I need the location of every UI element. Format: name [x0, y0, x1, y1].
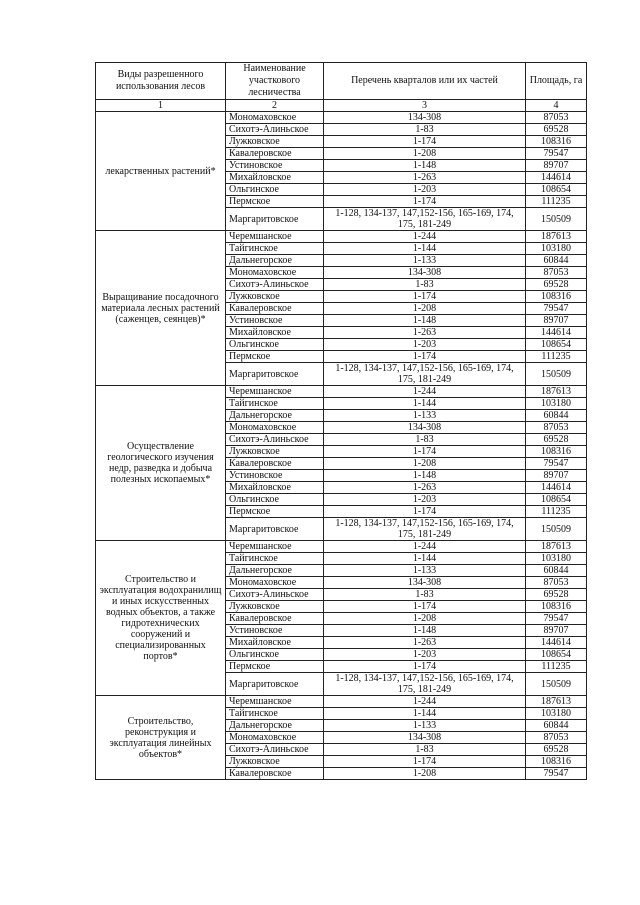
forestry-name-cell: Ольгинское: [226, 184, 324, 196]
quarters-cell: 1-144: [324, 398, 526, 410]
area-cell: 111235: [526, 506, 587, 518]
forestry-name-cell: Кавалеровское: [226, 768, 324, 780]
quarters-cell: 1-208: [324, 303, 526, 315]
quarters-cell: 1-174: [324, 756, 526, 768]
quarters-cell: 134-308: [324, 732, 526, 744]
quarters-cell: 1-244: [324, 231, 526, 243]
quarters-cell: 1-174: [324, 601, 526, 613]
quarters-cell: 1-174: [324, 291, 526, 303]
forestry-name-cell: Черемшанское: [226, 696, 324, 708]
area-cell: 89707: [526, 315, 587, 327]
area-cell: 108654: [526, 494, 587, 506]
quarters-cell: 1-203: [324, 494, 526, 506]
quarters-cell: 1-144: [324, 708, 526, 720]
area-cell: 79547: [526, 458, 587, 470]
quarters-cell: 1-128, 134-137, 147,152-156, 165-169, 174, 175, 181-249: [324, 208, 526, 231]
quarters-cell: 1-83: [324, 279, 526, 291]
area-cell: 60844: [526, 565, 587, 577]
quarters-cell: 1-148: [324, 470, 526, 482]
area-cell: 103180: [526, 398, 587, 410]
area-cell: 187613: [526, 541, 587, 553]
forestry-name-cell: Сихотэ-Алиньское: [226, 124, 324, 136]
forestry-name-cell: Мономаховское: [226, 267, 324, 279]
table-row: [96, 541, 587, 553]
quarters-cell: 1-203: [324, 184, 526, 196]
forestry-name-cell: Кавалеровское: [226, 303, 324, 315]
table-row: [96, 696, 587, 708]
area-cell: 108654: [526, 339, 587, 351]
forestry-name-cell: Лужковское: [226, 601, 324, 613]
forestry-name-cell: Пермское: [226, 351, 324, 363]
forestry-name-cell: Кавалеровское: [226, 458, 324, 470]
forestry-name-cell: Тайгинское: [226, 553, 324, 565]
column-number: 4: [526, 100, 587, 112]
forestry-name-cell: Дальнегорское: [226, 720, 324, 732]
area-cell: 187613: [526, 231, 587, 243]
area-cell: 144614: [526, 327, 587, 339]
forestry-name-cell: Михайловское: [226, 482, 324, 494]
quarters-cell: 1-174: [324, 661, 526, 673]
forestry-name-cell: Лужковское: [226, 446, 324, 458]
quarters-cell: 1-244: [324, 386, 526, 398]
area-cell: 111235: [526, 351, 587, 363]
forestry-name-cell: Ольгинское: [226, 339, 324, 351]
area-cell: 79547: [526, 613, 587, 625]
forestry-name-cell: Маргаритовское: [226, 208, 324, 231]
quarters-cell: 1-263: [324, 637, 526, 649]
forestry-name-cell: Михайловское: [226, 637, 324, 649]
forestry-name-cell: Дальнегорское: [226, 410, 324, 422]
area-cell: 69528: [526, 434, 587, 446]
forestry-name-cell: Тайгинское: [226, 708, 324, 720]
forestry-name-cell: Устиновское: [226, 315, 324, 327]
quarters-cell: 1-133: [324, 255, 526, 267]
area-cell: 87053: [526, 732, 587, 744]
forestry-name-cell: Черемшанское: [226, 541, 324, 553]
area-cell: 89707: [526, 625, 587, 637]
forestry-name-cell: Черемшанское: [226, 231, 324, 243]
table-body: [96, 112, 587, 780]
area-cell: 60844: [526, 720, 587, 732]
forest-use-table: [95, 62, 587, 780]
area-cell: 108316: [526, 446, 587, 458]
area-cell: 111235: [526, 196, 587, 208]
forestry-name-cell: Устиновское: [226, 625, 324, 637]
area-cell: 187613: [526, 386, 587, 398]
area-cell: 187613: [526, 696, 587, 708]
use-type-cell: лекарственных растений*: [96, 112, 226, 231]
quarters-cell: 1-174: [324, 196, 526, 208]
forestry-name-cell: Сихотэ-Алиньское: [226, 434, 324, 446]
quarters-cell: 1-148: [324, 160, 526, 172]
area-cell: 60844: [526, 255, 587, 267]
area-cell: 108654: [526, 184, 587, 196]
forestry-name-cell: Мономаховское: [226, 577, 324, 589]
column-number-row: [96, 100, 587, 112]
forestry-name-cell: Михайловское: [226, 172, 324, 184]
quarters-cell: 1-133: [324, 410, 526, 422]
header-use-type: Виды разрешенного использования лесов: [96, 63, 226, 100]
quarters-cell: 1-128, 134-137, 147,152-156, 165-169, 174, 175, 181-249: [324, 518, 526, 541]
forestry-name-cell: Ольгинское: [226, 494, 324, 506]
quarters-cell: 1-174: [324, 351, 526, 363]
area-cell: 69528: [526, 279, 587, 291]
forestry-name-cell: Лужковское: [226, 291, 324, 303]
quarters-cell: 1-208: [324, 148, 526, 160]
quarters-cell: 1-144: [324, 553, 526, 565]
area-cell: 111235: [526, 661, 587, 673]
area-cell: 69528: [526, 589, 587, 601]
area-cell: 103180: [526, 553, 587, 565]
column-number: 2: [226, 100, 324, 112]
forestry-name-cell: Кавалеровское: [226, 148, 324, 160]
area-cell: 150509: [526, 208, 587, 231]
quarters-cell: 1-203: [324, 649, 526, 661]
quarters-cell: 1-83: [324, 124, 526, 136]
quarters-cell: 1-133: [324, 565, 526, 577]
area-cell: 89707: [526, 160, 587, 172]
forestry-name-cell: Сихотэ-Алиньское: [226, 744, 324, 756]
quarters-cell: 1-83: [324, 434, 526, 446]
forestry-name-cell: Дальнегорское: [226, 565, 324, 577]
area-cell: 60844: [526, 410, 587, 422]
quarters-cell: 1-128, 134-137, 147,152-156, 165-169, 174, 175, 181-249: [324, 673, 526, 696]
area-cell: 103180: [526, 708, 587, 720]
quarters-cell: 1-83: [324, 589, 526, 601]
forestry-name-cell: Сихотэ-Алиньское: [226, 589, 324, 601]
area-cell: 87053: [526, 577, 587, 589]
forestry-name-cell: Маргаритовское: [226, 518, 324, 541]
area-cell: 89707: [526, 470, 587, 482]
quarters-cell: 1-208: [324, 613, 526, 625]
quarters-cell: 1-148: [324, 315, 526, 327]
forestry-name-cell: Тайгинское: [226, 398, 324, 410]
area-cell: 108654: [526, 649, 587, 661]
quarters-cell: 134-308: [324, 422, 526, 434]
quarters-cell: 134-308: [324, 112, 526, 124]
forestry-name-cell: Кавалеровское: [226, 613, 324, 625]
quarters-cell: 1-263: [324, 172, 526, 184]
forestry-name-cell: Тайгинское: [226, 243, 324, 255]
forestry-name-cell: Маргаритовское: [226, 673, 324, 696]
forestry-name-cell: Пермское: [226, 661, 324, 673]
forestry-name-cell: Лужковское: [226, 136, 324, 148]
quarters-cell: 1-128, 134-137, 147,152-156, 165-169, 174, 175, 181-249: [324, 363, 526, 386]
area-cell: 69528: [526, 744, 587, 756]
quarters-cell: 134-308: [324, 577, 526, 589]
forestry-name-cell: Маргаритовское: [226, 363, 324, 386]
table-row: [96, 231, 587, 243]
header-forestry-name: Наименование участкового лесничества: [226, 63, 324, 100]
quarters-cell: 1-208: [324, 458, 526, 470]
area-cell: 87053: [526, 112, 587, 124]
area-cell: 79547: [526, 148, 587, 160]
table-row: [96, 112, 587, 124]
area-cell: 150509: [526, 673, 587, 696]
forestry-name-cell: Мономаховское: [226, 422, 324, 434]
use-type-cell: Строительство и эксплуатация водохранилищ и иных искусственных водных объектов, а также гидротехнических сооружений и специализированных портов*: [96, 541, 226, 696]
area-cell: 103180: [526, 243, 587, 255]
use-type-cell: Осуществление геологического изучения недр, разведка и добыча полезных ископаемых*: [96, 386, 226, 541]
quarters-cell: 1-144: [324, 243, 526, 255]
area-cell: 108316: [526, 601, 587, 613]
area-cell: 79547: [526, 303, 587, 315]
forestry-name-cell: Черемшанское: [226, 386, 324, 398]
header-row: [96, 63, 587, 100]
quarters-cell: 1-148: [324, 625, 526, 637]
quarters-cell: 1-174: [324, 446, 526, 458]
quarters-cell: 1-263: [324, 482, 526, 494]
quarters-cell: 1-208: [324, 768, 526, 780]
forestry-name-cell: Лужковское: [226, 756, 324, 768]
forestry-name-cell: Михайловское: [226, 327, 324, 339]
table-row: [96, 386, 587, 398]
quarters-cell: 1-133: [324, 720, 526, 732]
area-cell: 144614: [526, 172, 587, 184]
area-cell: 150509: [526, 518, 587, 541]
use-type-cell: Выращивание посадочного материала лесных растений (саженцев, сеянцев)*: [96, 231, 226, 386]
quarters-cell: 134-308: [324, 267, 526, 279]
column-number: 3: [324, 100, 526, 112]
forestry-name-cell: Мономаховское: [226, 112, 324, 124]
area-cell: 79547: [526, 768, 587, 780]
quarters-cell: 1-174: [324, 506, 526, 518]
header-area: Площадь, га: [526, 63, 587, 100]
area-cell: 108316: [526, 291, 587, 303]
forestry-name-cell: Ольгинское: [226, 649, 324, 661]
area-cell: 108316: [526, 756, 587, 768]
column-number: 1: [96, 100, 226, 112]
area-cell: 150509: [526, 363, 587, 386]
use-type-cell: Строительство, реконструкция и эксплуатация линейных объектов*: [96, 696, 226, 780]
area-cell: 144614: [526, 637, 587, 649]
quarters-cell: 1-263: [324, 327, 526, 339]
quarters-cell: 1-174: [324, 136, 526, 148]
area-cell: 87053: [526, 267, 587, 279]
area-cell: 87053: [526, 422, 587, 434]
header-quarters-list: Перечень кварталов или их частей: [324, 63, 526, 100]
forestry-name-cell: Пермское: [226, 506, 324, 518]
quarters-cell: 1-83: [324, 744, 526, 756]
quarters-cell: 1-244: [324, 541, 526, 553]
forestry-name-cell: Сихотэ-Алиньское: [226, 279, 324, 291]
area-cell: 69528: [526, 124, 587, 136]
forestry-name-cell: Устиновское: [226, 160, 324, 172]
forestry-name-cell: Пермское: [226, 196, 324, 208]
forestry-name-cell: Дальнегорское: [226, 255, 324, 267]
forestry-name-cell: Мономаховское: [226, 732, 324, 744]
quarters-cell: 1-244: [324, 696, 526, 708]
area-cell: 144614: [526, 482, 587, 494]
area-cell: 108316: [526, 136, 587, 148]
quarters-cell: 1-203: [324, 339, 526, 351]
forestry-name-cell: Устиновское: [226, 470, 324, 482]
